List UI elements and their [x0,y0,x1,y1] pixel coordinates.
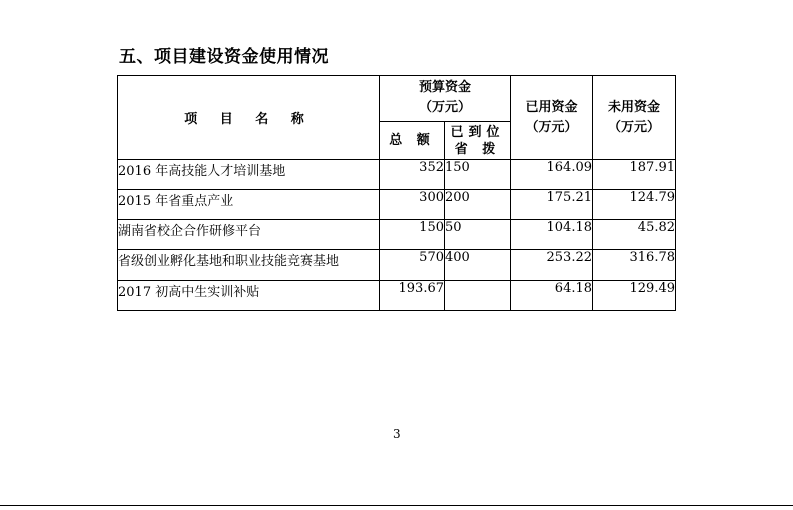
cell-total: 570 [380,250,445,281]
table-row [118,250,676,281]
header-unused [593,76,676,160]
header-used-line2: （万元） [525,119,578,135]
table-row [118,160,676,190]
section-title: 五、项目建设资金使用情况 [119,47,329,67]
table-row [118,220,676,250]
cell-total: 150 [380,220,445,250]
cell-total: 352 [380,160,445,190]
cell-used: 104.18 [511,220,593,250]
cell-used: 253.22 [511,250,593,281]
cell-used: 64.18 [511,281,593,311]
cell-item-name: 2016 年高技能人才培训基地 [118,160,380,190]
table-row [118,281,676,311]
cell-total: 193.67 [380,281,445,311]
cell-item-name: 湖南省校企合作研修平台 [118,220,380,250]
header-budget-line1: 预算资金 [419,80,472,95]
header-unused-line2: （万元） [608,119,661,135]
header-budget [380,76,511,122]
header-total: 总 额 [380,122,445,160]
cell-provincial [445,281,511,311]
header-used [511,76,593,160]
cell-unused: 187.91 [593,160,676,190]
cell-unused: 129.49 [593,281,676,311]
cell-unused: 316.78 [593,250,676,281]
header-budget-line2: （万元） [419,100,472,115]
cell-item-name: 2017 初高中生实训补贴 [118,281,380,311]
header-provincial-line1: 已到位 [450,124,505,140]
page-number: 3 [393,427,401,441]
cell-item-name: 省级创业孵化基地和职业技能竞赛基地 [118,250,380,281]
cell-provincial: 50 [445,220,511,250]
table-row [118,190,676,220]
cell-used: 175.21 [511,190,593,220]
header-unused-line1: 未用资金 [608,99,661,115]
header-provincial [445,122,511,160]
cell-unused: 45.82 [593,220,676,250]
cell-used: 164.09 [511,160,593,190]
cell-provincial: 200 [445,190,511,220]
funds-usage-table [117,75,676,311]
header-row-1 [118,76,676,122]
cell-total: 300 [380,190,445,220]
header-used-line1: 已用资金 [525,99,578,115]
cell-item-name: 2015 年省重点产业 [118,190,380,220]
cell-provincial: 400 [445,250,511,281]
page-bottom-divider [0,505,793,506]
header-provincial-line2: 省 拨 [454,141,501,157]
header-item-name: 项 目 名 称 [118,76,380,160]
cell-unused: 124.79 [593,190,676,220]
cell-provincial: 150 [445,160,511,190]
